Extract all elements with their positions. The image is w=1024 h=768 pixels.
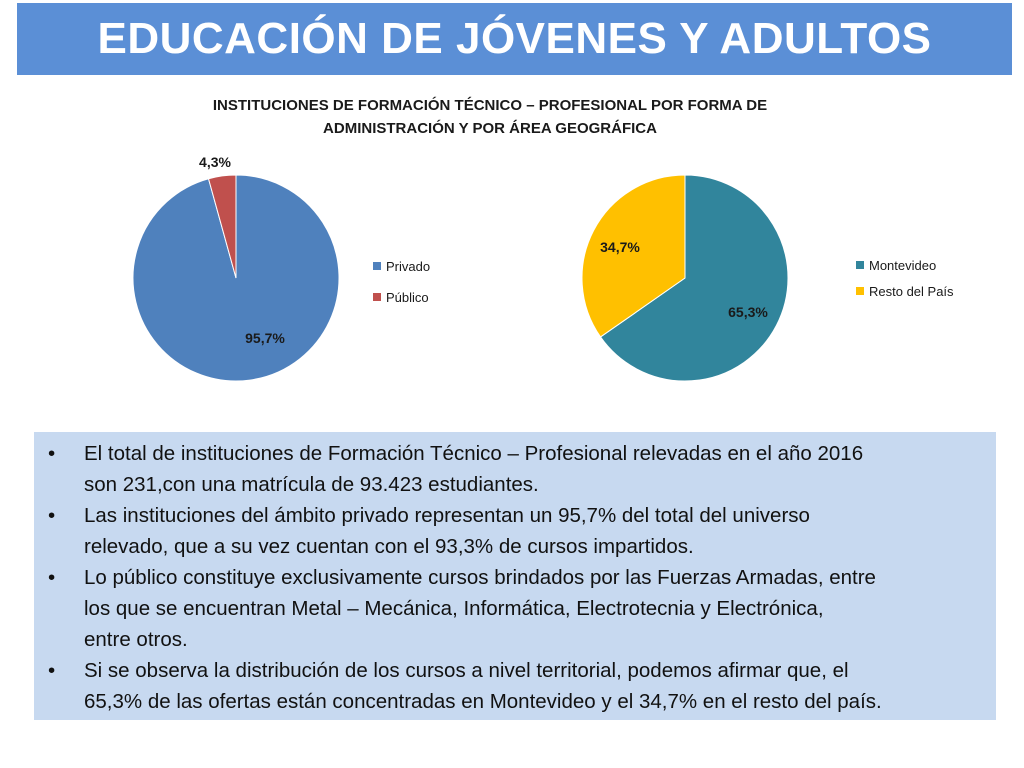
legend-swatch-privado: [373, 262, 381, 270]
bullet-line: • Si se observa la distribución de los cursos a nivel territorial, podemos afirmar que, el: [84, 659, 849, 682]
data-label-resto-del-pais: 34,7%: [600, 239, 640, 255]
legend-swatch-resto-del-pais: [856, 287, 864, 295]
bullet-line: • Las instituciones del ámbito privado representan un 95,7% del total del universo: [84, 504, 810, 527]
pie-chart-administracion: [133, 154, 430, 381]
summary-bullets: [34, 432, 996, 720]
bullet-line: 65,3% de las ofertas están concentradas en Montevideo y el 34,7% en el resto del país.: [84, 690, 882, 713]
bullet-line: relevado, que a su vez cuentan con el 93,3% de cursos impartidos.: [84, 535, 694, 558]
chart-heading-line-1: INSTITUCIONES DE FORMACIÓN TÉCNICO – PROFESIONAL POR FORMA DE: [212, 97, 768, 114]
bullet-item: [34, 438, 986, 500]
bullet-item: [34, 500, 986, 562]
bullet-line: • Lo público constituye exclusivamente cursos brindados por las Fuerzas Armadas, entre: [84, 566, 876, 589]
data-label-privado: 95,7%: [245, 330, 285, 346]
bullet-item: [34, 655, 986, 717]
data-label-publico: 4,3%: [199, 154, 231, 170]
legend-swatch-montevideo: [856, 261, 864, 269]
bullet-item: [34, 562, 986, 655]
legend-label-resto-del-pais: Resto del País: [869, 284, 954, 299]
page-title: EDUCACIÓN DE JÓVENES Y ADULTOS: [97, 14, 932, 63]
legend-swatch-publico: [373, 293, 381, 301]
pie-chart-area-geografica: [582, 175, 954, 381]
legend-label-privado: Privado: [386, 259, 431, 274]
legend-label-publico: Público: [386, 290, 429, 305]
bullet-line: los que se encuentran Metal – Mecánica, Informática, Electrotecnia y Electrónica,: [84, 597, 824, 620]
legend-label-montevideo: Montevideo: [869, 258, 937, 273]
bullet-line: son 231,con una matrícula de 93.423 estudiantes.: [84, 473, 539, 496]
chart-heading-line-2: ADMINISTRACIÓN Y POR ÁREA GEOGRÁFICA: [323, 120, 657, 137]
data-label-montevideo: 65,3%: [728, 304, 768, 320]
bullet-line: entre otros.: [84, 628, 188, 651]
bullet-line: • El total de instituciones de Formación Técnico – Profesional relevadas en el año 2016: [84, 442, 864, 465]
